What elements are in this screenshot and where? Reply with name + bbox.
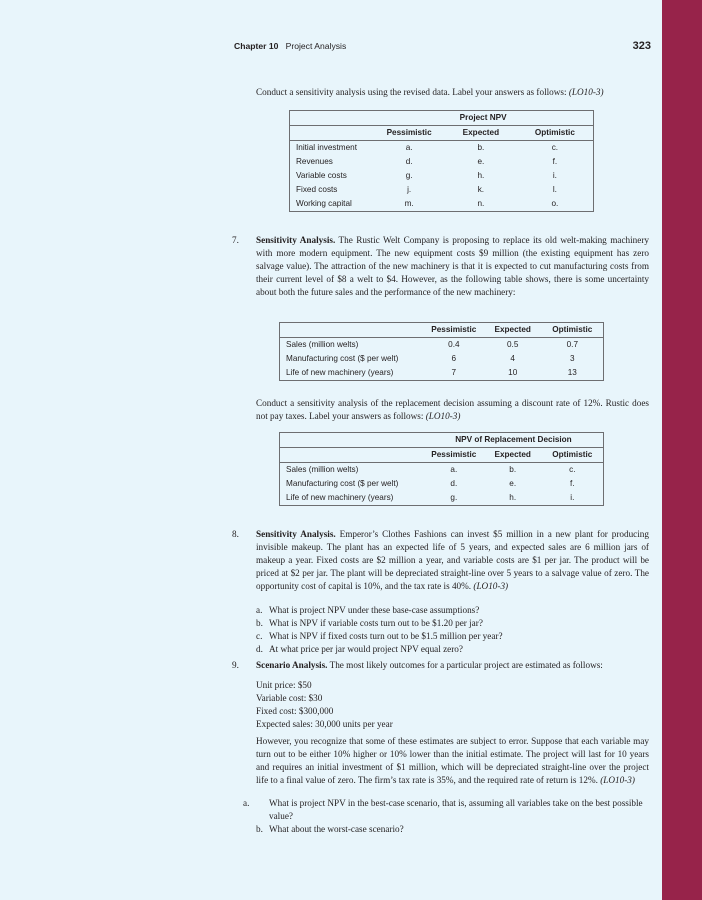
- table-cell: g.: [405, 171, 413, 180]
- row-label: Life of new machinery (years): [286, 368, 394, 377]
- table-row: [280, 477, 604, 491]
- side-color-band: [662, 0, 702, 900]
- table-cell: 7: [451, 368, 457, 377]
- list-item: Variable cost: $30: [256, 693, 323, 704]
- table-cell: 0.7: [566, 340, 578, 349]
- list-item: a. What is project NPV in the best-case scenario, that is, assuming all variables take on the best possible value?: [243, 798, 643, 822]
- list-item: b. What is NPV if variable costs turn out to be $1.20 per jar?: [256, 618, 483, 629]
- table-cell: b.: [509, 465, 517, 474]
- table-row: [290, 141, 594, 156]
- column-header: Pessimistic: [424, 323, 484, 338]
- row-label: Variable costs: [296, 171, 347, 180]
- project-npv-table: [289, 110, 594, 212]
- estimates-list: [256, 679, 649, 731]
- machinery-estimates-table: [279, 322, 604, 381]
- table-cell: h.: [509, 493, 517, 502]
- row-label: Initial investment: [296, 143, 357, 152]
- problem-8-questions: [256, 604, 649, 656]
- table-cell: g.: [450, 493, 458, 502]
- column-header: Optimistic: [542, 323, 604, 338]
- table-cell: m.: [404, 199, 414, 208]
- list-item: d. At what price per jar would project NPV equal zero?: [256, 644, 463, 655]
- column-header: Pessimistic: [373, 126, 445, 141]
- row-label: Sales (million welts): [286, 340, 359, 349]
- table-cell: 4: [510, 354, 515, 363]
- column-header: Optimistic: [542, 448, 604, 463]
- table-row: [280, 366, 604, 381]
- row-label: Fixed costs: [296, 185, 338, 194]
- table-cell: l.: [552, 185, 557, 194]
- list-item: Expected sales: 30,000 units per year: [256, 719, 393, 730]
- row-label: Manufacturing cost ($ per welt): [286, 479, 399, 488]
- table-cell: 10: [508, 368, 518, 377]
- table-row: [280, 491, 604, 506]
- table-cell: 6: [451, 354, 457, 363]
- table-cell: n.: [477, 199, 485, 208]
- table-row: [280, 338, 604, 353]
- table-cell: 0.5: [507, 340, 519, 349]
- table-cell: 0.4: [448, 340, 460, 349]
- problem-9-questions: [243, 797, 649, 836]
- row-label: Sales (million welts): [286, 465, 359, 474]
- list-item: c. What is NPV if fixed costs turn out to be $1.5 million per year?: [256, 631, 503, 642]
- column-header: Pessimistic: [424, 448, 484, 463]
- row-label: Revenues: [296, 157, 333, 166]
- table-cell: d.: [405, 157, 413, 166]
- column-header: Expected: [445, 126, 517, 141]
- table-cell: h.: [477, 171, 485, 180]
- table-row: [280, 463, 604, 478]
- table-row: [290, 183, 594, 197]
- table-cell: c.: [551, 143, 559, 152]
- problem-number: 7.: [232, 235, 239, 245]
- table-cell: e.: [509, 479, 517, 488]
- replacement-npv-table: [279, 432, 604, 506]
- problem-8-text: Sensitivity Analysis. Emperor’s Clothes Fashions can invest $5 million in a new plant for producing invisible makeup. The plant has an expected life of 5 years, and expected sales are 6 million jars of makeup a year. Fixed costs are $2 million a year, and variable costs are $1 per jar. The product will be priced at $2 per jar. The plant will be depreciated straight-line over 5 years to a salvage value of zero. The opportunity cost of capital is 10%, and the tax rate is 40%. (LO10-3): [256, 529, 649, 592]
- row-label: Manufacturing cost ($ per welt): [286, 354, 399, 363]
- table-cell: d.: [450, 479, 458, 488]
- problem-number: 8.: [232, 529, 239, 539]
- column-header: Expected: [484, 323, 542, 338]
- problem-9-paragraph: However, you recognize that some of these estimates are subject to error. Suppose that each variable may turn out to be either 10% higher or 10% lower than the initial estimate. The project will last for 10 years and requires an initial investment of $1 million, which will be depreciated straight-line over the project life to a final value of zero. The firm’s tax rate is 35%, and the required rate of return is 12%. (LO10-3): [256, 736, 649, 786]
- table-cell: j.: [407, 185, 412, 194]
- problem-7-instructions: Conduct a sensitivity analysis of the replacement decision assuming a discount rate of 12%. Rustic does not pay taxes. Label your answers as follows: (LO10-3): [256, 398, 649, 422]
- table-cell: e.: [477, 157, 485, 166]
- table-title: Project NPV: [373, 111, 593, 126]
- table-cell: 13: [567, 368, 577, 377]
- table-cell: b.: [477, 143, 485, 152]
- table-cell: a.: [450, 465, 458, 474]
- table-cell: k.: [477, 185, 485, 194]
- intro-text: Conduct a sensitivity analysis using the revised data. Label your answers as follows: (LO10-3): [256, 87, 604, 97]
- row-label: Working capital: [296, 199, 352, 208]
- list-item: a. What is project NPV under these base-case assumptions?: [256, 605, 480, 615]
- table-row: [290, 169, 594, 183]
- list-item: b. What about the worst-case scenario?: [256, 824, 404, 835]
- table-cell: a.: [405, 143, 413, 152]
- chapter-label: Chapter 10 Project Analysis: [234, 41, 347, 51]
- list-item: Fixed cost: $300,000: [256, 706, 334, 717]
- table-cell: o.: [551, 199, 559, 208]
- problem-9-text: Scenario Analysis. The most likely outcomes for a particular project are estimated as follows:: [256, 660, 603, 670]
- table-cell: i.: [570, 493, 575, 502]
- table-title: NPV of Replacement Decision: [424, 433, 604, 448]
- table-row: [290, 155, 594, 169]
- page-number: 323: [632, 40, 651, 52]
- list-item: Unit price: $50: [256, 680, 312, 690]
- table-cell: i.: [552, 171, 557, 180]
- table-cell: f.: [552, 157, 558, 166]
- column-header: Optimistic: [517, 126, 594, 141]
- column-header: Expected: [484, 448, 542, 463]
- table-row: [280, 352, 604, 366]
- problem-number: 9.: [232, 660, 239, 670]
- table-cell: f.: [570, 479, 575, 488]
- table-cell: 3: [570, 354, 575, 363]
- table-cell: c.: [569, 465, 576, 474]
- problem-7-text: Sensitivity Analysis. The Rustic Welt Company is proposing to replace its old welt-making machinery with more modern equipment. The new equipment costs $9 million (the existing equipment has zero salvage value). The attraction of the new machinery is that it is expected to cut manufacturing costs from their current level of $8 a welt to $4. However, as the following table shows, there is some uncertainty about both the future sales and the performance of the new machinery:: [256, 235, 649, 298]
- running-header: [234, 40, 651, 54]
- table-row: [290, 197, 594, 212]
- row-label: Life of new machinery (years): [286, 493, 394, 502]
